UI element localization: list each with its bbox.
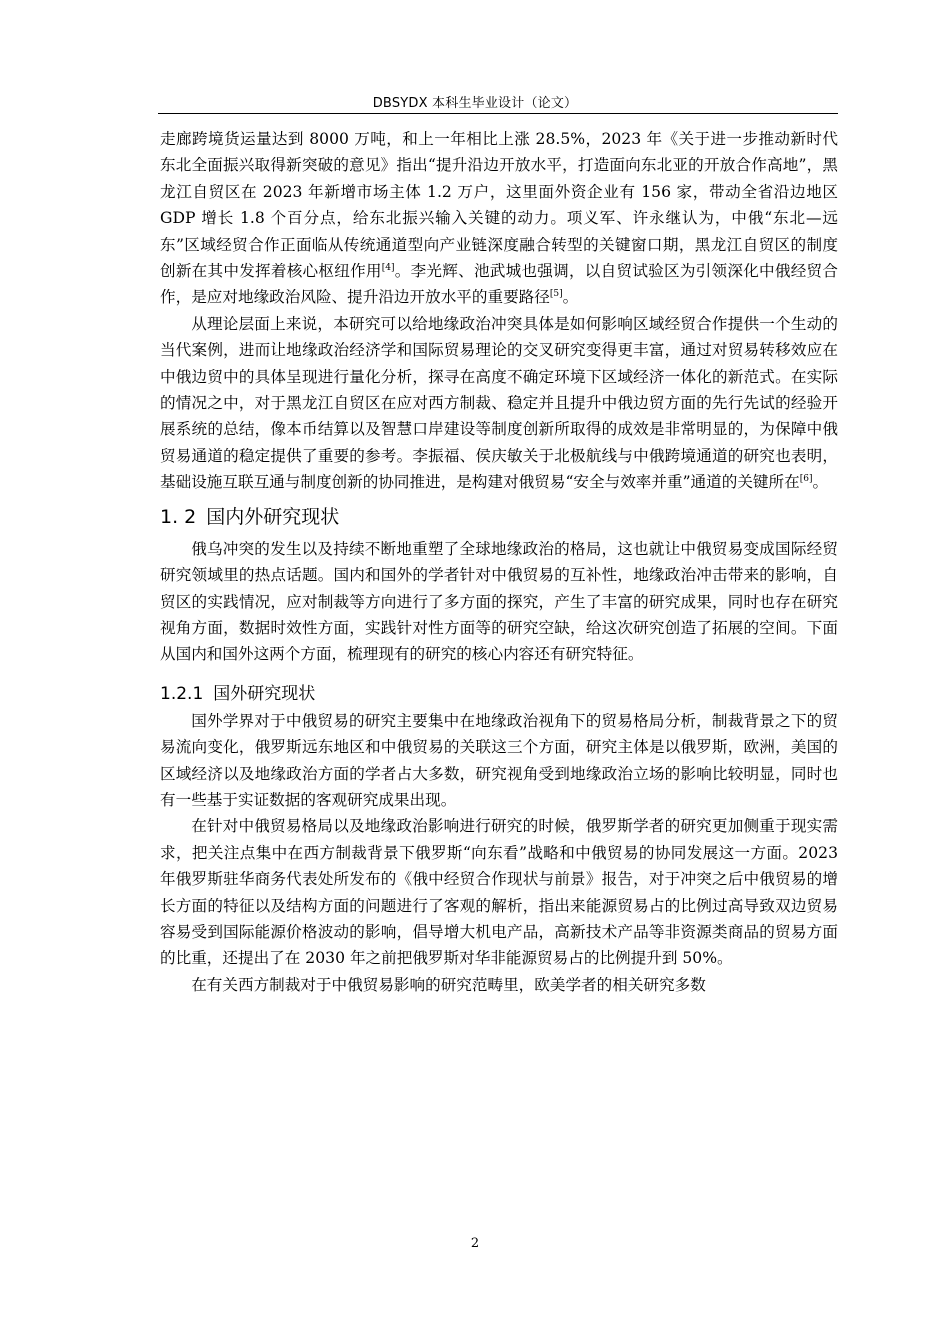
paragraph-2-text-a: 从理论层面上来说，本研究可以给地缘政治冲突具体是如何影响区域经贸合作提供一个生动的当代案例，进而让地缘政治经济学和国际贸易理论的交叉研究变得更丰富，通过对贸易转移效应在中俄边贸中的具体呈现进行量化分析，探寻在高度不确定环境下区域经济一体化的新范式。在实际的情况之中，对于黑龙江自贸区在应对西方制裁、稳定并且提升中俄边贸方面的先行先试的经验开展系统的总结，像本币结算以及智慧口岸建设等制度创新所取得的成效是非常明显的，为保障中俄贸易通道的稳定提供了重要的参考。李振福、侯庆敏关于北极航线与中俄跨境通道的研究也表明，基础设施互联互通与制度创新的协同推进，是构建对俄贸易“安全与效率并重”通道的关键所在 (160, 314, 838, 492)
header-rule (158, 113, 838, 114)
subsection-number: 1.2.1 (160, 683, 204, 704)
subsection-title: 国外研究现状 (213, 683, 316, 704)
subsection-heading (160, 682, 838, 706)
citation-6: [6] (799, 474, 813, 485)
paragraph-5: 在针对中俄贸易格局以及地缘政治影响进行研究的时候，俄罗斯学者的研究更加侧重于现实需求，把关注点集中在西方制裁背景下俄罗斯“向东看”战略和中俄贸易的协同发展这一方面。2023 年俄罗斯驻华商务代表处所发布的《俄中经贸合作现状与前景》报告，对于冲突之后中俄贸易的增长方面的特征以及结构方面的问题进行了客观的解析，指出来能源贸易占的比例过高导致双边贸易容易受到国际能源价格波动的影响，倡导增大机电产品，高新技术产品等非资源类商品的贸易方面的比重，还提出了在 2030 年之前把俄罗斯对华非能源贸易占的比例提升到 50%。 (160, 817, 838, 968)
paragraph-1-text-a: 走廊跨境货运量达到 8000 万吨，和上一年相比上涨 28.5%，2023 年《关于进一步推动新时代东北全面振兴取得新突破的意见》指出“提升沿边开放水平，打造面向东北亚的开放合作高地”，黑龙江自贸区在 2023 年新增市场主体 1.2 万户，这里面外资企业有 156 家，带动全省沿边地区 GDP 增长 1.8 个百分点，给东北振兴输入关键的动力。项义军、许永继认为，中俄“东北—远东”区域经贸合作正面临从传统通道型向产业链深度融合转型的关键窗口期，黑龙江自贸区的制度创新在其中发挥着核心枢纽作用 (160, 130, 838, 281)
paragraph-2-text-b: 。 (812, 473, 829, 492)
section-number: 1. 2 (160, 505, 197, 528)
citation-5: [5] (549, 289, 563, 300)
paragraph-6: 在有关西方制裁对于中俄贸易影响的研究范畴里，欧美学者的相关研究多数 (191, 975, 706, 994)
page-body (160, 126, 838, 998)
section-heading (160, 504, 838, 530)
section-title: 国内外研究现状 (206, 505, 340, 528)
paragraph-1 (160, 126, 838, 311)
running-header: DBSYDX 本科生毕业设计（论文） (372, 96, 578, 111)
paragraph-4: 国外学界对于中俄贸易的研究主要集中在地缘政治视角下的贸易格局分析，制裁背景之下的贸易流向变化，俄罗斯远东地区和中俄贸易的关联这三个方面，研究主体是以俄罗斯，欧洲，美国的区域经济以及地缘政治方面的学者占大多数，研究视角受到地缘政治立场的影响比较明显，同时也有一些基于实证数据的客观研究成果出现。 (160, 711, 838, 809)
paragraph-2 (160, 311, 838, 496)
citation-4: [4] (381, 263, 395, 274)
paragraph-1-text-c: 。 (562, 288, 579, 307)
paragraph-3: 俄乌冲突的发生以及持续不断地重塑了全球地缘政治的格局，这也就让中俄贸易变成国际经贸研究领域里的热点话题。国内和国外的学者针对中俄贸易的互补性，地缘政治冲击带来的影响，自贸区的实践情况，应对制裁等方向进行了多方面的探究，产生了丰富的研究成果，同时也存在研究视角方面，数据时效性方面，实践针对性方面等的研究空缺，给这次研究创造了拓展的空间。下面从国内和国外这两个方面，梳理现有的研究的核心内容还有研究特征。 (160, 539, 838, 664)
paragraph-1-text-b: 。李光辉、池武城也强调，以自贸试验区为引领深化中俄经贸合作，是应对地缘政治风险、提升沿边开放水平的重要路径 (160, 262, 838, 307)
page-number: 2 (470, 1236, 480, 1251)
